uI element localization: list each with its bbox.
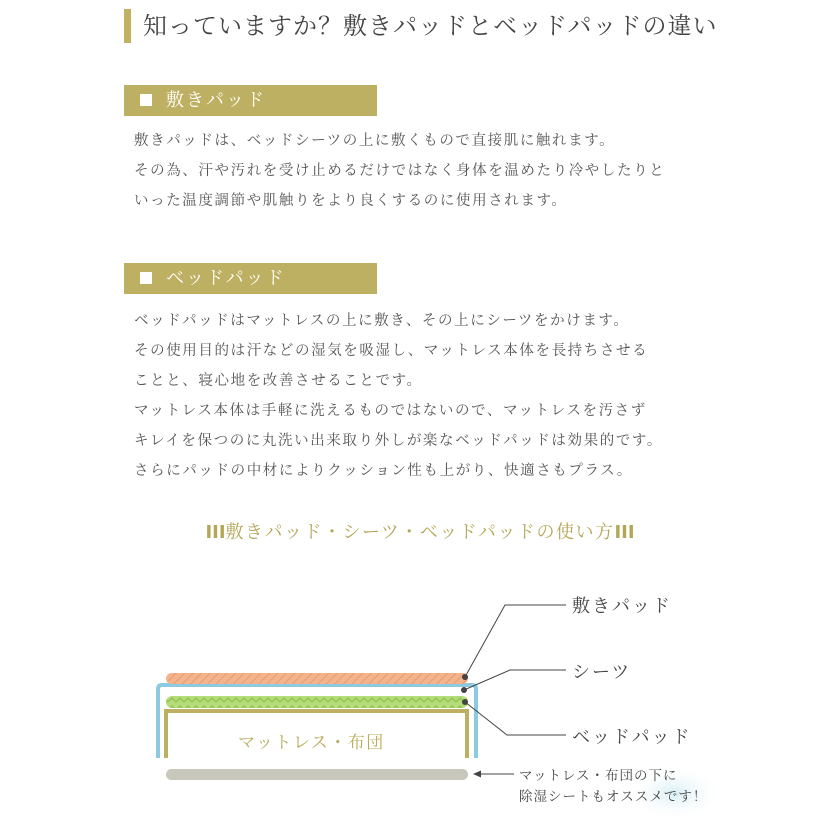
section-heading-label: ベッドパッド (166, 268, 286, 289)
paragraph-line: その為、汗や汚れを受け止めるだけではなく身体を温めたり冷やしたりと (134, 163, 666, 179)
label-mattress: マットレス・布団 (238, 733, 385, 753)
shiki-pad-layer (166, 673, 468, 684)
leader-dot (461, 687, 467, 693)
dehumidifier-note (519, 766, 707, 808)
bars-icon: III (614, 522, 635, 543)
bars-icon: III (205, 522, 226, 543)
section-heading-label: 敷きパッド (166, 90, 266, 111)
arrow-left-icon (473, 771, 481, 778)
leader-dot (462, 699, 468, 705)
paragraph-line: さらにパッドの中材によりクッション性も上がり、快適さもプラス。 (134, 463, 633, 479)
usage-title-text: 敷きパッド・シーツ・ベッドパッドの使い方 (225, 522, 615, 543)
leader-line-sheet (464, 670, 566, 690)
paragraph-line: ベッドパッドはマットレスの上に敷き、その上にシーツをかけます。 (134, 313, 630, 329)
note-line: 除湿シートもオススメです！ (519, 789, 708, 805)
paragraph-line: 敷きパッドは、ベッドシーツの上に敷くもので直接肌に触れます。 (134, 133, 616, 149)
dehumidifier-sheet-layer (166, 769, 468, 780)
paragraph-line: ことと、寝心地を改善させることです。 (134, 373, 423, 389)
note-line: マットレス・布団の下に (519, 768, 678, 784)
bed-pad-layer (166, 696, 468, 708)
page-title: 知っていますか？敷きパッドとベッドパッドの違い (124, 9, 718, 43)
label-bed-pad: ベッドパッド (572, 727, 692, 748)
label-shiki-pad: 敷きパッド (572, 596, 672, 617)
leader-line-shiki-pad (465, 605, 566, 677)
paragraph-line: マットレス本体は手軽に洗えるものではないので、マットレスを汚さず (134, 403, 647, 419)
leader-line-bed-pad (465, 702, 566, 735)
label-sheet: シーツ (572, 662, 632, 683)
paragraph-line: キレイを保つのに丸洗い出来取り外しが楽なベッドパッドは効果的です。 (134, 433, 663, 449)
leader-dot (462, 674, 468, 680)
paragraph-line: いった温度調節や肌触りをより良くするのに使用されます。 (134, 193, 568, 209)
paragraph-line: その使用目的は汗などの湿気を吸湿し、マットレス本体を長持ちさせる (134, 343, 649, 359)
